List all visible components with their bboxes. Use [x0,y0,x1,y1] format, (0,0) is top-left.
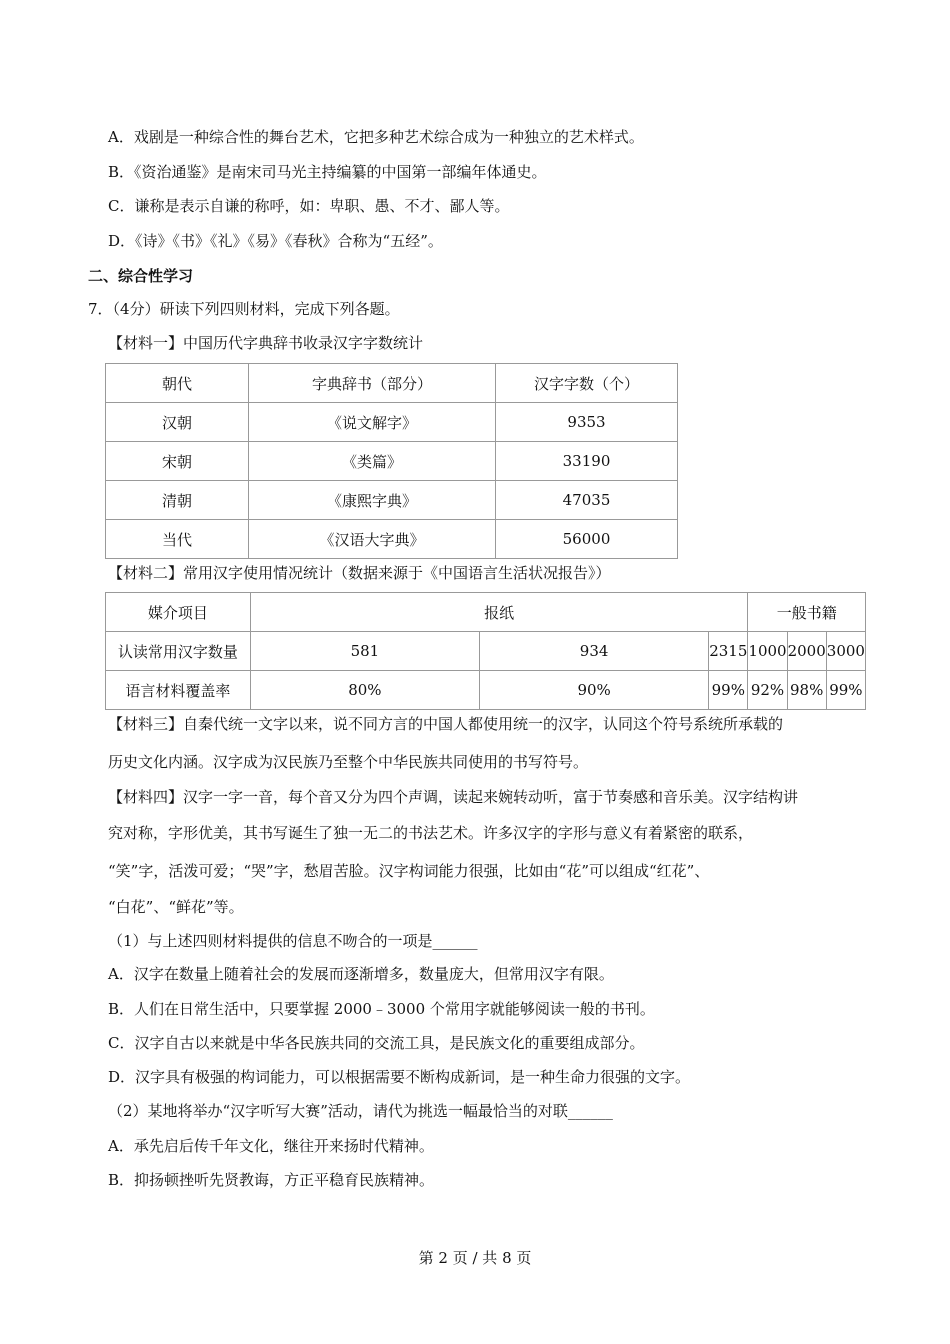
table-cell: 3000 [826,632,865,671]
table-cell: 《康熙字典》 [249,481,496,520]
material3-line: 历史文化内涵。汉字成为汉民族乃至整个中华民族共同使用的书写符号。 [108,753,589,771]
material1-title: 【材料一】中国历代字典辞书收录汉字字数统计 [108,334,424,352]
table-cell: 92% [748,671,787,710]
q6-option-b: B．《资治通鉴》是南宋司马光主持编纂的中国第一部编年体通史。 [108,163,547,181]
table-header-cell: 一般书籍 [748,593,866,632]
material2-title: 【材料二】常用汉字使用情况统计（数据来源于《中国语言生活状况报告》） [108,564,611,582]
table-cell: 汉朝 [106,403,249,442]
table-header-cell: 朝代 [106,364,249,403]
table-cell: 56000 [496,520,678,559]
table-header-cell: 报纸 [250,593,748,632]
q6-option-d: D．《诗》《书》《礼》《易》《春秋》合称为“五经”。 [108,232,443,250]
sub1-option-a: A．汉字在数量上随着社会的发展而逐渐增多，数量庞大，但常用汉字有限。 [108,965,614,983]
table-cell: 47035 [496,481,678,520]
table-row [106,632,866,671]
sub2-option-b: B．抑扬顿挫听先贤教诲，方正平稳育民族精神。 [108,1171,435,1189]
sub1-option-c: C．汉字自古以来就是中华各民族共同的交流工具，是民族文化的重要组成部分。 [108,1034,645,1052]
table-cell: 2000 [787,632,826,671]
table-header-row [106,364,678,403]
table-row [106,671,866,710]
sub1-option-b: B．人们在日常生活中，只要掌握 2000﹣3000 个常用字就能够阅读一般的书刊。 [108,1000,655,1018]
table-row [106,403,678,442]
q7-stem: 7．（4分）研读下列四则材料，完成下列各题。 [88,300,400,318]
table-cell: 99% [709,671,748,710]
table-row [106,520,678,559]
table-cell: 宋朝 [106,442,249,481]
material3-line: 【材料三】自秦代统一文字以来，说不同方言的中国人都使用统一的汉字，认同这个符号系统所承载的 [108,715,784,733]
table-cell: 934 [480,632,709,671]
table-header-row [106,593,866,632]
sub1-option-d: D．汉字具有极强的构词能力，可以根据需要不断构成新词，是一种生命力很强的文字。 [108,1068,691,1086]
table-cell: 99% [826,671,865,710]
table-cell: 清朝 [106,481,249,520]
table-cell: 581 [250,632,479,671]
material4-line: 【材料四】汉字一字一音，每个音又分为四个声调，读起来婉转动听，富于节奏感和音乐美。汉字结构讲 [108,788,799,806]
material4-line: 究对称，字形优美，其书写诞生了独一无二的书法艺术。许多汉字的字形与意义有着紧密的联系， [108,824,754,842]
sub2-option-a: A．承先启后传千年文化，继往开来扬时代精神。 [108,1137,434,1155]
table-cell: 80% [250,671,479,710]
table-cell: 98% [787,671,826,710]
table-row [106,442,678,481]
table-header-cell: 字典辞书（部分） [249,364,496,403]
material4-line: “笑”字，活泼可爱；“哭”字，愁眉苦脸。汉字构词能力很强，比如由“花”可以组成“红花”、 [108,862,710,880]
table-header-cell: 汉字字数（个） [496,364,678,403]
table-cell: 1000 [748,632,787,671]
section-title: 二、综合性学习 [88,267,194,285]
table-cell: 当代 [106,520,249,559]
table-row [106,481,678,520]
table-cell: 33190 [496,442,678,481]
table-cell: 《类篇》 [249,442,496,481]
table-cell: 语言材料覆盖率 [106,671,251,710]
q6-option-a: A．戏剧是一种综合性的舞台艺术，它把多种艺术综合成为一种独立的艺术样式。 [108,128,644,146]
table-cell: 《说文解字》 [249,403,496,442]
material4-line: “白花”、“鲜花”等。 [108,898,244,916]
q6-option-c: C．谦称是表示自谦的称呼，如：卑职、愚、不才、鄙人等。 [108,197,510,215]
dictionary-stats-table [105,363,678,559]
table-cell: 9353 [496,403,678,442]
table-cell: 认读常用汉字数量 [106,632,251,671]
table-cell: 90% [480,671,709,710]
table-header-cell: 媒介项目 [106,593,251,632]
sub-question-1-stem: （1）与上述四则材料提供的信息不吻合的一项是______ [108,932,478,950]
table-cell: 2315 [709,632,748,671]
sub-question-2-stem: （2）某地将举办“汉字听写大赛”活动，请代为挑选一幅最恰当的对联______ [108,1102,613,1120]
character-usage-table [105,592,866,710]
page-footer: 第 2 页 / 共 8 页 [418,1249,532,1267]
table-cell: 《汉语大字典》 [249,520,496,559]
